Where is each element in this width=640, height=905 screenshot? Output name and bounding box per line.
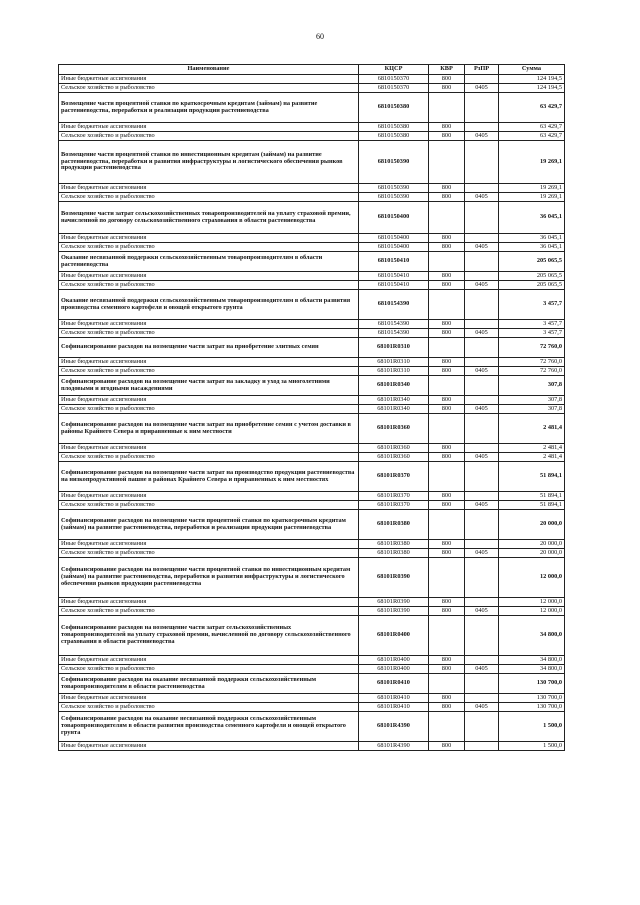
table-row — [59, 75, 565, 84]
cell-sum: 205 065,5 — [499, 272, 565, 281]
table-row — [59, 607, 565, 616]
cell-kvr: 800 — [429, 598, 465, 607]
cell-sum: 130 700,0 — [499, 694, 565, 703]
table-row — [59, 444, 565, 453]
cell-code: 68101R0370 — [359, 492, 429, 501]
table-row — [59, 376, 565, 396]
cell-kvr: 800 — [429, 320, 465, 329]
cell-name: Иные бюджетные ассигнования — [59, 444, 359, 453]
table-row — [59, 202, 565, 234]
cell-sum: 34 800,0 — [499, 665, 565, 674]
cell-code: 68101R0340 — [359, 396, 429, 405]
cell-kvr — [429, 141, 465, 184]
cell-rzpr: 0405 — [465, 84, 499, 93]
cell-name: Сельское хозяйство и рыболовство — [59, 84, 359, 93]
cell-rzpr: 0405 — [465, 665, 499, 674]
cell-name: Оказание несвязанной поддержки сельскохозяйственным товаропроизводителям в области растениеводства — [59, 252, 359, 272]
table-row — [59, 674, 565, 694]
cell-sum: 34 800,0 — [499, 656, 565, 665]
cell-sum: 72 760,0 — [499, 358, 565, 367]
cell-kvr: 800 — [429, 453, 465, 462]
cell-sum: 72 760,0 — [499, 367, 565, 376]
cell-sum: 63 429,7 — [499, 93, 565, 123]
cell-name: Иные бюджетные ассигнования — [59, 656, 359, 665]
cell-code: 68101R0380 — [359, 549, 429, 558]
cell-rzpr — [465, 184, 499, 193]
cell-rzpr — [465, 558, 499, 598]
cell-code: 68101R0340 — [359, 405, 429, 414]
cell-name: Сельское хозяйство и рыболовство — [59, 193, 359, 202]
cell-sum: 205 065,5 — [499, 252, 565, 272]
cell-sum: 20 000,0 — [499, 549, 565, 558]
cell-rzpr — [465, 742, 499, 751]
cell-code: 68101R0360 — [359, 453, 429, 462]
cell-code: 68101R0410 — [359, 703, 429, 712]
cell-code: 6810154390 — [359, 329, 429, 338]
cell-sum: 130 700,0 — [499, 703, 565, 712]
cell-name: Иные бюджетные ассигнования — [59, 396, 359, 405]
cell-kvr: 800 — [429, 540, 465, 549]
cell-rzpr — [465, 141, 499, 184]
cell-rzpr: 0405 — [465, 501, 499, 510]
table-row — [59, 405, 565, 414]
cell-kvr: 800 — [429, 184, 465, 193]
cell-sum: 36 045,1 — [499, 202, 565, 234]
cell-name: Сельское хозяйство и рыболовство — [59, 329, 359, 338]
cell-name: Иные бюджетные ассигнования — [59, 694, 359, 703]
cell-rzpr — [465, 444, 499, 453]
cell-name: Возмещение части процентной ставки по инвестиционным кредитам (займам) на развитие растениеводства, переработки и развития инфраструктуры и логистического обеспечения рынков продукции растениеводства — [59, 141, 359, 184]
header-kvr: КВР — [429, 65, 465, 75]
cell-rzpr: 0405 — [465, 367, 499, 376]
cell-kvr — [429, 338, 465, 358]
cell-rzpr — [465, 202, 499, 234]
table-row — [59, 396, 565, 405]
table-row — [59, 329, 565, 338]
cell-name: Сельское хозяйство и рыболовство — [59, 132, 359, 141]
cell-kvr: 800 — [429, 367, 465, 376]
cell-kvr: 800 — [429, 132, 465, 141]
cell-rzpr — [465, 492, 499, 501]
cell-code: 68101R0310 — [359, 367, 429, 376]
cell-kvr: 800 — [429, 694, 465, 703]
cell-rzpr — [465, 712, 499, 742]
table-row — [59, 367, 565, 376]
cell-rzpr: 0405 — [465, 453, 499, 462]
cell-rzpr — [465, 234, 499, 243]
table-row — [59, 540, 565, 549]
cell-sum: 1 500,0 — [499, 712, 565, 742]
cell-rzpr — [465, 272, 499, 281]
cell-sum: 124 194,5 — [499, 84, 565, 93]
cell-sum: 1 500,0 — [499, 742, 565, 751]
cell-name: Сельское хозяйство и рыболовство — [59, 405, 359, 414]
header-name: Наименование — [59, 65, 359, 75]
table-row — [59, 281, 565, 290]
cell-kvr: 800 — [429, 492, 465, 501]
cell-kvr — [429, 462, 465, 492]
cell-kvr: 800 — [429, 396, 465, 405]
cell-rzpr: 0405 — [465, 243, 499, 252]
cell-sum: 12 000,0 — [499, 558, 565, 598]
cell-name: Иные бюджетные ассигнования — [59, 320, 359, 329]
cell-name: Иные бюджетные ассигнования — [59, 598, 359, 607]
cell-sum: 20 000,0 — [499, 540, 565, 549]
cell-kvr — [429, 674, 465, 694]
cell-rzpr — [465, 540, 499, 549]
table-row — [59, 492, 565, 501]
cell-code: 68101R0400 — [359, 616, 429, 656]
table-row — [59, 272, 565, 281]
table-row — [59, 193, 565, 202]
cell-rzpr — [465, 123, 499, 132]
table-row — [59, 290, 565, 320]
table-row — [59, 414, 565, 444]
cell-name: Сельское хозяйство и рыболовство — [59, 665, 359, 674]
cell-kvr — [429, 376, 465, 396]
cell-code: 68101R0380 — [359, 510, 429, 540]
cell-rzpr — [465, 616, 499, 656]
cell-code: 6810150390 — [359, 193, 429, 202]
cell-sum: 124 194,5 — [499, 75, 565, 84]
cell-code: 6810150390 — [359, 184, 429, 193]
cell-kvr — [429, 202, 465, 234]
cell-rzpr: 0405 — [465, 405, 499, 414]
cell-rzpr: 0405 — [465, 329, 499, 338]
cell-code: 6810150370 — [359, 84, 429, 93]
table-row — [59, 665, 565, 674]
cell-rzpr — [465, 75, 499, 84]
cell-sum: 36 045,1 — [499, 234, 565, 243]
cell-rzpr — [465, 290, 499, 320]
cell-kvr: 800 — [429, 281, 465, 290]
cell-rzpr: 0405 — [465, 281, 499, 290]
cell-rzpr — [465, 252, 499, 272]
cell-sum: 2 481,4 — [499, 453, 565, 462]
cell-code: 6810150400 — [359, 234, 429, 243]
cell-sum: 19 269,1 — [499, 184, 565, 193]
table-row — [59, 93, 565, 123]
table-row — [59, 616, 565, 656]
cell-sum: 2 481,4 — [499, 444, 565, 453]
cell-kvr: 800 — [429, 549, 465, 558]
cell-code: 68101R0380 — [359, 540, 429, 549]
cell-rzpr — [465, 396, 499, 405]
cell-name: Возмещение части процентной ставки по краткосрочным кредитам (займам) на развитие растениеводства, переработки и реализации продукции растениеводства — [59, 93, 359, 123]
cell-name: Иные бюджетные ассигнования — [59, 234, 359, 243]
cell-sum: 63 429,7 — [499, 123, 565, 132]
cell-kvr: 800 — [429, 234, 465, 243]
cell-rzpr — [465, 694, 499, 703]
cell-name: Софинансирование расходов на возмещение части процентной ставки по инвестиционным кредитам (займам) на развитие растениеводства, переработки и развития инфраструктуры и логистического обеспечения рынков продукции растениеводства — [59, 558, 359, 598]
cell-name: Иные бюджетные ассигнования — [59, 184, 359, 193]
cell-name: Иные бюджетные ассигнования — [59, 272, 359, 281]
cell-name: Софинансирование расходов на возмещение части затрат на производство продукции растениеводства на низкопродуктивной пашне в районах Крайнего Севера и приравненных к ним местностях — [59, 462, 359, 492]
cell-rzpr — [465, 462, 499, 492]
cell-name: Софинансирование расходов на возмещение части затрат на приобретение элитных семян — [59, 338, 359, 358]
table-row — [59, 243, 565, 252]
cell-kvr — [429, 712, 465, 742]
table-row — [59, 453, 565, 462]
cell-name: Софинансирование расходов на возмещение части затрат на закладку и уход за многолетними плодовыми и ягодными насаждениями — [59, 376, 359, 396]
cell-code: 68101R0340 — [359, 376, 429, 396]
table-row — [59, 358, 565, 367]
cell-kvr — [429, 290, 465, 320]
cell-rzpr — [465, 510, 499, 540]
table-row — [59, 712, 565, 742]
cell-name: Софинансирование расходов на оказание несвязанной поддержки сельскохозяйственным товаропроизводителям в области растениеводства — [59, 674, 359, 694]
table-row — [59, 462, 565, 492]
header-code: КЦСР — [359, 65, 429, 75]
cell-sum: 51 894,1 — [499, 492, 565, 501]
budget-table — [58, 64, 565, 751]
cell-code: 6810150400 — [359, 243, 429, 252]
cell-sum: 34 800,0 — [499, 616, 565, 656]
cell-code: 68101R0400 — [359, 665, 429, 674]
cell-name: Иные бюджетные ассигнования — [59, 540, 359, 549]
table-row — [59, 510, 565, 540]
cell-rzpr — [465, 598, 499, 607]
cell-code: 68101R4390 — [359, 712, 429, 742]
cell-rzpr: 0405 — [465, 132, 499, 141]
cell-name: Софинансирование расходов на возмещение части затрат сельскохозяйственных товаропроизводителей на уплату страховой премии, начисленной по договору сельскохозяйственного страхования в области растениеводства — [59, 616, 359, 656]
cell-name: Иные бюджетные ассигнования — [59, 75, 359, 84]
cell-name: Сельское хозяйство и рыболовство — [59, 281, 359, 290]
cell-code: 68101R0410 — [359, 674, 429, 694]
cell-code: 6810150400 — [359, 202, 429, 234]
cell-code: 68101R0390 — [359, 558, 429, 598]
cell-name: Возмещение части затрат сельскохозяйственных товаропроизводителей на уплату страховой премии, начисленной по договору сельскохозяйственного страхования в области растениеводства — [59, 202, 359, 234]
cell-sum: 130 700,0 — [499, 674, 565, 694]
cell-kvr — [429, 558, 465, 598]
cell-code: 68101R0400 — [359, 656, 429, 665]
cell-kvr — [429, 252, 465, 272]
cell-code: 68101R0360 — [359, 444, 429, 453]
cell-kvr: 800 — [429, 501, 465, 510]
table-row — [59, 132, 565, 141]
cell-code: 68101R0390 — [359, 607, 429, 616]
cell-rzpr — [465, 338, 499, 358]
cell-sum: 307,8 — [499, 376, 565, 396]
cell-rzpr: 0405 — [465, 549, 499, 558]
cell-name: Сельское хозяйство и рыболовство — [59, 453, 359, 462]
cell-code: 6810150410 — [359, 281, 429, 290]
cell-rzpr: 0405 — [465, 703, 499, 712]
page-number: 60 — [316, 32, 324, 41]
cell-kvr — [429, 510, 465, 540]
cell-code: 6810150370 — [359, 75, 429, 84]
table-row — [59, 742, 565, 751]
cell-sum: 12 000,0 — [499, 598, 565, 607]
cell-kvr: 800 — [429, 84, 465, 93]
cell-sum: 2 481,4 — [499, 414, 565, 444]
cell-code: 68101R0370 — [359, 462, 429, 492]
table-row — [59, 141, 565, 184]
table-row — [59, 703, 565, 712]
cell-kvr — [429, 414, 465, 444]
cell-sum: 3 457,7 — [499, 320, 565, 329]
cell-kvr: 800 — [429, 607, 465, 616]
cell-sum: 3 457,7 — [499, 290, 565, 320]
cell-kvr — [429, 93, 465, 123]
table-row — [59, 252, 565, 272]
cell-kvr: 800 — [429, 193, 465, 202]
cell-name: Софинансирование расходов на возмещение части затрат на приобретение семян с учетом доставки в районы Крайнего Севера и приравненные к ним местности — [59, 414, 359, 444]
table-header-row — [59, 65, 565, 75]
cell-name: Оказание несвязанной поддержки сельскохозяйственным товаропроизводителям в области развития производства семенного картофеля и овощей открытого грунта — [59, 290, 359, 320]
table-row — [59, 656, 565, 665]
cell-kvr: 800 — [429, 742, 465, 751]
cell-kvr: 800 — [429, 656, 465, 665]
cell-name: Иные бюджетные ассигнования — [59, 492, 359, 501]
cell-kvr: 800 — [429, 75, 465, 84]
cell-sum: 51 894,1 — [499, 462, 565, 492]
header-rzpr: РзПР — [465, 65, 499, 75]
cell-code: 68101R0370 — [359, 501, 429, 510]
cell-rzpr — [465, 414, 499, 444]
cell-sum: 3 457,7 — [499, 329, 565, 338]
table-body — [59, 75, 565, 751]
cell-kvr: 800 — [429, 405, 465, 414]
cell-code: 6810150410 — [359, 272, 429, 281]
cell-name: Сельское хозяйство и рыболовство — [59, 607, 359, 616]
cell-sum: 20 000,0 — [499, 510, 565, 540]
cell-rzpr: 0405 — [465, 607, 499, 616]
header-sum: Сумма — [499, 65, 565, 75]
table-row — [59, 501, 565, 510]
cell-kvr: 800 — [429, 272, 465, 281]
cell-name: Сельское хозяйство и рыболовство — [59, 243, 359, 252]
cell-sum: 63 429,7 — [499, 132, 565, 141]
cell-code: 68101R0360 — [359, 414, 429, 444]
table-row — [59, 558, 565, 598]
cell-code: 6810150380 — [359, 132, 429, 141]
cell-kvr: 800 — [429, 665, 465, 674]
cell-code: 68101R0390 — [359, 598, 429, 607]
table-row — [59, 320, 565, 329]
cell-name: Иные бюджетные ассигнования — [59, 123, 359, 132]
cell-name: Сельское хозяйство и рыболовство — [59, 367, 359, 376]
cell-sum: 51 894,1 — [499, 501, 565, 510]
cell-rzpr — [465, 320, 499, 329]
cell-kvr: 800 — [429, 703, 465, 712]
table-row — [59, 338, 565, 358]
cell-sum: 307,8 — [499, 396, 565, 405]
cell-sum: 307,8 — [499, 405, 565, 414]
cell-code: 6810150410 — [359, 252, 429, 272]
cell-code: 6810154390 — [359, 320, 429, 329]
cell-name: Сельское хозяйство и рыболовство — [59, 501, 359, 510]
cell-sum: 12 000,0 — [499, 607, 565, 616]
cell-code: 6810150390 — [359, 141, 429, 184]
cell-name: Софинансирование расходов на возмещение части процентной ставки по краткосрочным кредитам (займам) на развитие растениеводства, переработки и реализации продукции растениеводства — [59, 510, 359, 540]
cell-kvr: 800 — [429, 243, 465, 252]
cell-name: Софинансирование расходов на оказание несвязанной поддержки сельскохозяйственным товаропроизводителям в области развития производства семенного картофеля и овощей открытого грунта — [59, 712, 359, 742]
table-row — [59, 184, 565, 193]
cell-name: Иные бюджетные ассигнования — [59, 358, 359, 367]
table-row — [59, 694, 565, 703]
cell-code: 68101R0310 — [359, 338, 429, 358]
cell-rzpr — [465, 376, 499, 396]
table-row — [59, 234, 565, 243]
table-row — [59, 123, 565, 132]
cell-kvr — [429, 616, 465, 656]
cell-sum: 19 269,1 — [499, 193, 565, 202]
cell-code: 6810150380 — [359, 123, 429, 132]
cell-code: 6810150380 — [359, 93, 429, 123]
cell-code: 68101R0410 — [359, 694, 429, 703]
cell-rzpr: 0405 — [465, 193, 499, 202]
table-row — [59, 84, 565, 93]
cell-rzpr — [465, 93, 499, 123]
cell-sum: 72 760,0 — [499, 338, 565, 358]
cell-rzpr — [465, 656, 499, 665]
cell-name: Сельское хозяйство и рыболовство — [59, 703, 359, 712]
cell-kvr: 800 — [429, 444, 465, 453]
cell-sum: 36 045,1 — [499, 243, 565, 252]
table-row — [59, 598, 565, 607]
cell-rzpr — [465, 358, 499, 367]
cell-code: 68101R0310 — [359, 358, 429, 367]
cell-rzpr — [465, 674, 499, 694]
cell-sum: 19 269,1 — [499, 141, 565, 184]
cell-code: 68101R4390 — [359, 742, 429, 751]
cell-kvr: 800 — [429, 358, 465, 367]
cell-name: Иные бюджетные ассигнования — [59, 742, 359, 751]
cell-kvr: 800 — [429, 123, 465, 132]
cell-name: Сельское хозяйство и рыболовство — [59, 549, 359, 558]
table-row — [59, 549, 565, 558]
cell-sum: 205 065,5 — [499, 281, 565, 290]
cell-kvr: 800 — [429, 329, 465, 338]
cell-code: 6810154390 — [359, 290, 429, 320]
